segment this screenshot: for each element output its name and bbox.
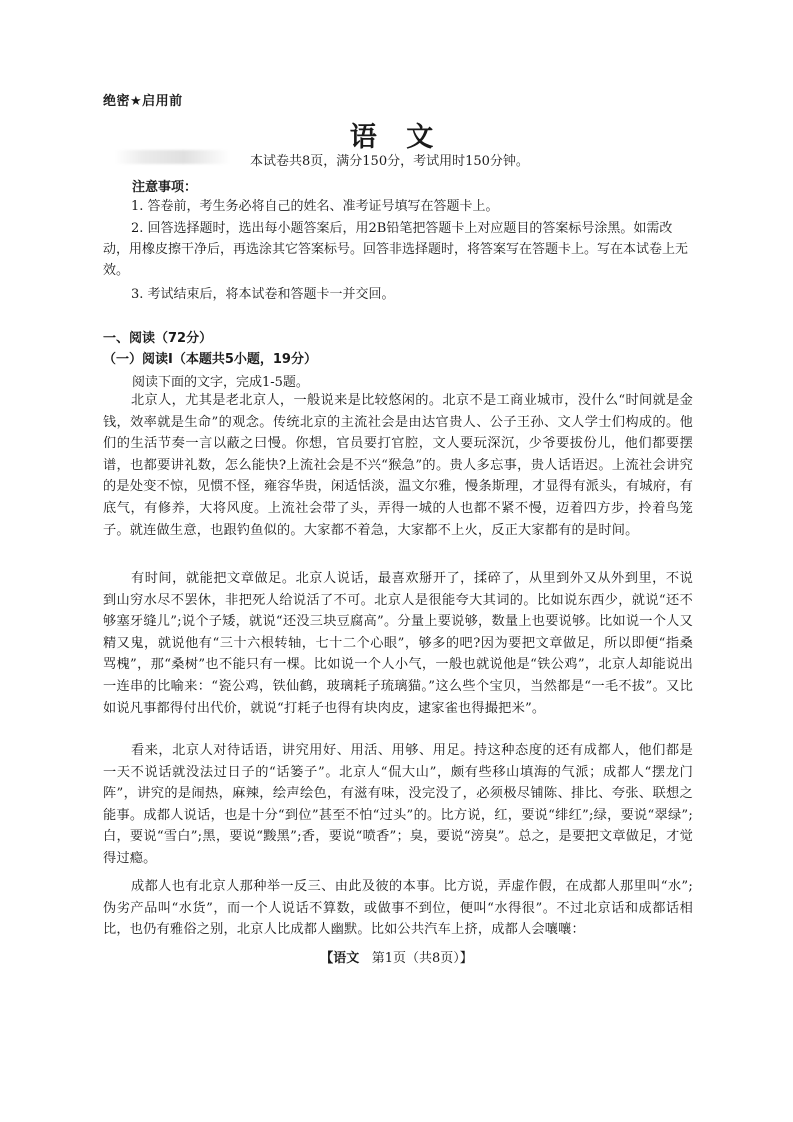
passage-paragraph: 有时间，就能把文章做足。北京人说话，最喜欢掰开了，揉碎了，从里到外又从外到里，不说到山穷水尽不罢休，非把死人给说活了不可。北京人是很能夸大其词的。比如说东西少，就说“还不够塞牙缝儿”;说个子矮，就说“还没三块豆腐高”。分量上要说够，数量上也要说够。比如说一个人又精又鬼，就说他有“三十六根转轴，七十二个心眼”，够多的吧?因为要把文章做足，所以即便“指桑骂槐”，那“桑树”也不能只有一棵。比如说一个人小气，一般也就说他是“铁公鸡”，北京人却能说出一连串的比喻来：“瓷公鸡，铁仙鹤，玻璃耗子琉璃猫。”这么些个宝贝，当然都是“一毛不拔”。又比如说凡事都得付出代价，就说“打耗子也得有块肉皮，逮家雀也得撮把米”。 (103, 571, 693, 716)
confidential-label: 绝密★启用前 (103, 94, 183, 109)
footer-subject: 【语文 (320, 951, 360, 966)
exam-info: 本试卷共8页，满分150分，考试用时150分钟。 (250, 154, 529, 169)
passage-paragraph: 北京人，尤其是老北京人，一般说来是比较悠闲的。北京不是工商业城市，没什么“时间就是金钱，效率就是生命”的观念。传统北京的主流社会是由达官贵人、公子王孙、文人学士们构成的。他们的生活节奏一言以蔽之曰慢。你想，官员要打官腔，文人要玩深沉，少爷要拔份儿，他们都要摆谱，也都要讲礼数，怎么能快?上流社会是不兴“猴急”的。贵人多忘事，贵人话语迟。上流社会讲究的是处变不惊，见惯不怪，雍容华贵，闲适恬淡，温文尔雅，慢条斯理，才显得有派头，有城府，有底气，有修养，大将风度。上流社会带了头，弄得一城的人也都不紧不慢，迈着四方步，拎着鸟笼子。就连做生意，也跟钓鱼似的。大家都不着急，大家都不上火，反正大家都有的是时间。 (103, 393, 693, 538)
section-heading: 一、阅读（72分） (103, 331, 213, 346)
subsection-heading: （一）阅读Ⅰ（本题共5小题，19分） (103, 352, 317, 367)
page-footer (0, 947, 793, 966)
notice-title: 注意事项： (132, 180, 198, 195)
passage-paragraph: 看来，北京人对待话语，讲究用好、用活、用够、用足。持这种态度的还有成都人，他们都是一天不说话就没法过日子的“话篓子”。北京人“侃大山”，颇有些移山填海的气派；成都人“摆龙门阵”，讲究的是闹热，麻辣，绘声绘色，有滋有味，没完没了，必须极尽铺陈、排比、夸张、联想之能事。成都人说话，也是十分“到位”甚至不怕“过头”的。比方说，红，要说“绯红”;绿，要说“翠绿”;白，要说“雪白”;黑，要说“黢黑”;香，要说“喷香”；臭，要说“滂臭”。总之，是要把文章做足，才觉得过瘾。 (103, 743, 693, 866)
passage-paragraph: 成都人也有北京人那种举一反三、由此及彼的本事。比方说，弄虚作假，在成都人那里叫“水”;伪劣产品叫“水货”，而一个人说话不算数，或做事不到位，便叫“水得很”。不过北京话和成都话相比，也仍有雅俗之别，北京人比成都人幽默。比如公共汽车上挤，成都人会嚷嚷： (103, 879, 693, 938)
reading-instruction: 阅读下面的文字，完成1-5题。 (132, 375, 309, 390)
notice-item-3: 3. 考试结束后，将本试卷和答题卡一并交回。 (131, 287, 395, 302)
notice-item-2: 2. 回答选择题时，选出每小题答案后，用2B铅笔把答题卡上对应题目的答案标号涂黑。如需改动，用橡皮擦干净后，再选涂其它答案标号。回答非选择题时，将答案写在答题卡上。写在本试卷上无效。 (103, 221, 689, 278)
notice-item-1: 1. 答卷前，考生务必将自己的姓名、准考证号填写在答题卡上。 (131, 199, 499, 214)
page-title: 语 文 (349, 122, 444, 153)
scan-smudge (115, 150, 230, 164)
footer-page-info: 第1页（共8页）】 (371, 951, 473, 966)
